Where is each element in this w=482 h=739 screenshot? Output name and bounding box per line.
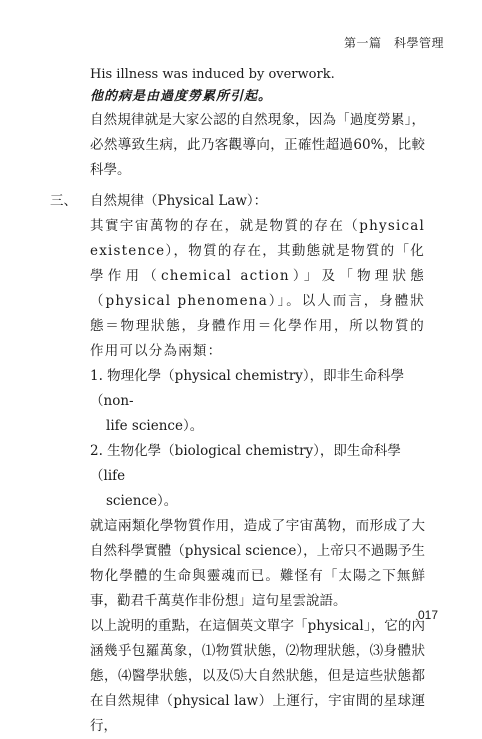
section-number: 三、	[50, 193, 77, 209]
list-item-2-line-2: science）。	[106, 493, 178, 509]
section-heading	[50, 189, 425, 214]
page-body	[50, 64, 425, 739]
running-header: 第一篇 科學管理	[343, 36, 444, 50]
paragraph-3: 就這兩類化學物質作用，造成了宇宙萬物，而形成了大自然科學實體（physical science），上帝只不過賜予生物化學體的生命與靈魂而已。難怪有「太陽之下無鮮事，勸君千萬莫作非份想」這句星雲說語。	[90, 518, 425, 609]
paragraph-1: 自然規律就是大家公認的自然現象，因為「過度勞累」，必然導致生病，此乃客觀導向，正確性超過60%，比較科學。	[90, 112, 425, 178]
list-item-2	[90, 439, 425, 514]
list-item-2-line-1: 2. 生物化學（biological chemistry），即生命科學（life	[90, 443, 401, 484]
list-item-1-line-2: life science）。	[106, 418, 204, 434]
list-item-1	[90, 364, 425, 439]
list-item-1-line-1: 1. 物理化學（physical chemistry），即非生命科學（non-	[90, 368, 405, 409]
page-number: 017	[417, 608, 438, 622]
chinese-example: 他的病是由過度勞累所引起。	[90, 89, 273, 104]
english-example: His illness was induced by overwork.	[90, 67, 335, 82]
section-title: 自然規律（Physical Law）：	[90, 193, 268, 209]
paragraph-4: 以上說明的重點，在這個英文單字「physical」，它的內涵幾乎包羅萬象，⑴物質狀態，⑵物理狀態，⑶身體狀態，⑷醫學狀態，以及⑸大自然狀態，但是這些狀態都在自然規律（physical law）上運行，宇宙間的星球運行，	[90, 618, 425, 734]
paragraph-2: 其實宇宙萬物的存在，就是物質的存在（physical existence），物質的存在，其動態就是物質的「化學作用（chemical action）」及「物理狀態（physical phenomena）」。以人而言，身體狀態＝物理狀態，身體作用＝化學作用，所以物質的作用可以分為兩類：	[90, 218, 425, 359]
